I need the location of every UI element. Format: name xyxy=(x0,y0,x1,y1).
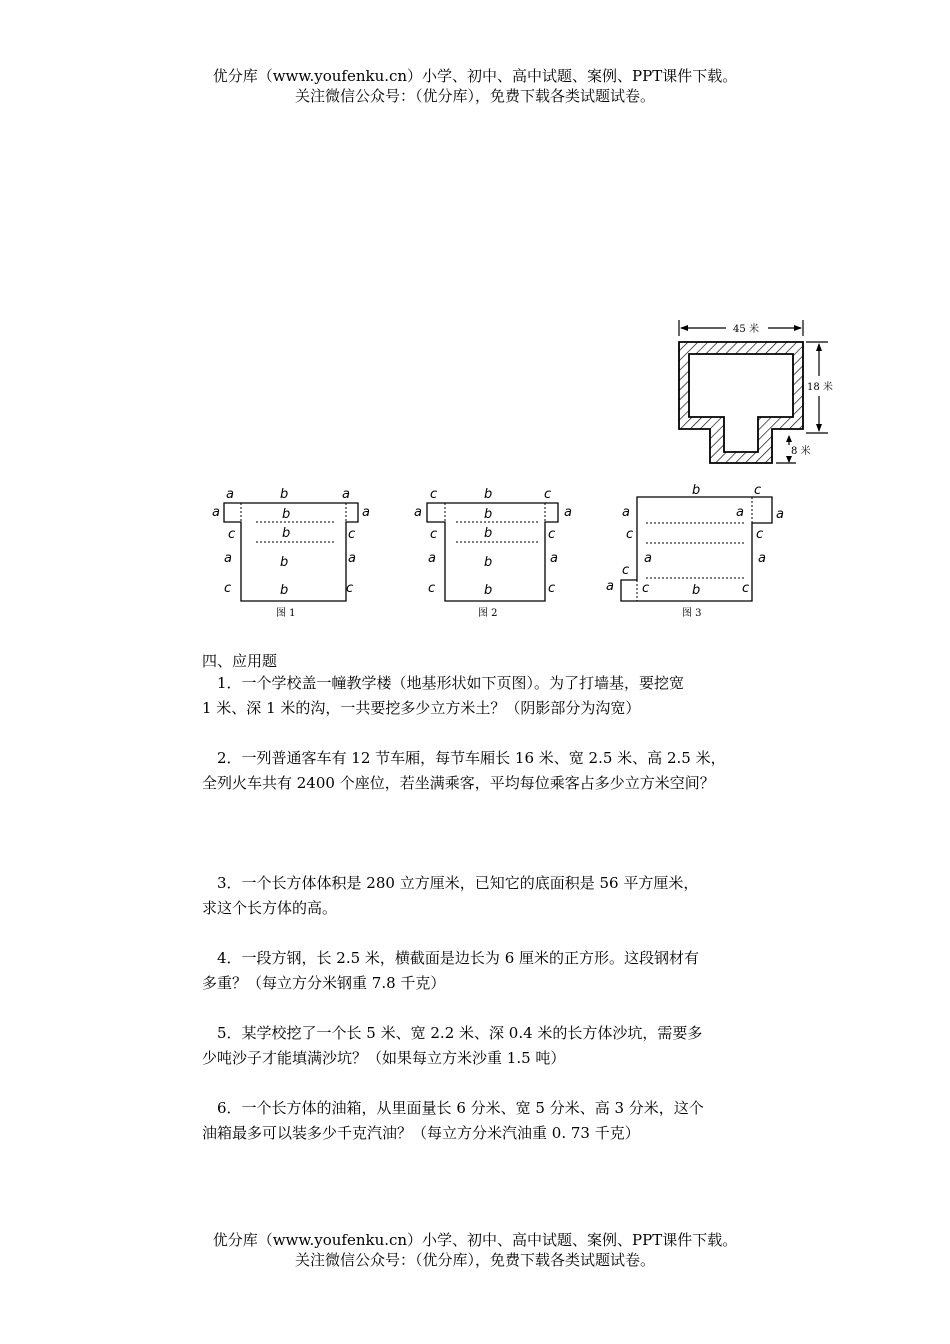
edge-label-c: c xyxy=(742,581,750,596)
edge-label-b: b xyxy=(280,555,289,570)
edge-label-a: a xyxy=(226,487,234,502)
edge-label-c: c xyxy=(544,487,552,502)
net-figure-1 xyxy=(212,487,370,619)
edge-label-c: c xyxy=(430,487,438,502)
edge-label-b: b xyxy=(484,555,493,570)
edge-label-b: b xyxy=(280,487,289,502)
problem-2: 2．一列普通客车有 12 节车厢，每节车厢长 16 米、宽 2.5 米、高 2.5 米， 全列火车共有 2400 个座位，若坐满乘客，平均每位乘客占多少立方米空间？ xyxy=(202,749,726,792)
edge-label-a: a xyxy=(564,505,572,520)
edge-label-c: c xyxy=(428,581,436,596)
header-line-1: 优分库（www.youfenku.cn）小学、初中、高中试题、案例、PPT课件下载。 xyxy=(212,67,738,85)
edge-label-c: c xyxy=(626,527,634,542)
height-label: 18 米 xyxy=(807,382,833,393)
edge-label-a: a xyxy=(644,551,652,566)
edge-label-a: a xyxy=(606,579,614,594)
edge-label-b: b xyxy=(484,487,493,502)
step-label: 8 米 xyxy=(791,446,811,457)
edge-label-b: b xyxy=(692,583,701,598)
edge-label-a: a xyxy=(348,551,356,566)
edge-label-a: a xyxy=(212,505,220,520)
width-label: 45 米 xyxy=(733,324,759,335)
edge-label-c: c xyxy=(754,483,762,498)
fig3-caption: 图 3 xyxy=(682,608,702,619)
edge-label-c: c xyxy=(548,581,556,596)
problem-4: 4．一段方钢，长 2.5 米，横截面是边长为 6 厘米的正方形。这段钢材有 多重？（每立方分米钢重 7.8 千克） xyxy=(202,949,700,992)
edge-label-a: a xyxy=(550,551,558,566)
edge-label-b: b xyxy=(484,526,493,541)
page-footer xyxy=(0,1230,950,1270)
edge-label-a: a xyxy=(414,505,422,520)
edge-label-a: a xyxy=(776,507,784,522)
footer-line-2: 关注微信公众号：（优分库），免费下载各类试题试卷。 xyxy=(294,1251,655,1269)
edge-label-a: a xyxy=(758,551,766,566)
edge-label-b: b xyxy=(282,526,291,541)
page-header xyxy=(0,66,950,106)
section-title: 四、应用题 xyxy=(202,652,278,670)
edge-label-a: a xyxy=(342,487,350,502)
building-foundation-figure xyxy=(660,318,840,470)
problem-1: 1．一个学校盖一幢教学楼（地基形状如下页图）。为了打墙基，要挖宽 1 米、深 1 米的沟，一共要挖多少立方米土？（阴影部分为沟宽） xyxy=(202,674,685,717)
edge-label-b: b xyxy=(484,507,493,522)
fig2-caption: 图 2 xyxy=(478,608,498,619)
edge-label-c: c xyxy=(642,581,650,596)
edge-label-c: c xyxy=(224,581,232,596)
edge-label-c: c xyxy=(430,527,438,542)
header-line-2: 关注微信公众号：（优分库），免费下载各类试题试卷。 xyxy=(294,87,655,105)
footer-line-1: 优分库（www.youfenku.cn）小学、初中、高中试题、案例、PPT课件下载。 xyxy=(212,1231,738,1249)
cuboid-nets-figure xyxy=(200,480,800,625)
net-figure-2 xyxy=(414,487,572,619)
edge-label-b: b xyxy=(484,583,493,598)
edge-label-c: c xyxy=(228,527,236,542)
edge-label-c: c xyxy=(548,527,556,542)
edge-label-b: b xyxy=(692,483,701,498)
edge-label-a: a xyxy=(622,505,630,520)
edge-label-a: a xyxy=(736,505,744,520)
problem-5: 5．某学校挖了一个长 5 米、宽 2.2 米、深 0.4 米的长方体沙坑，需要多 少吨沙子才能填满沙坑？（如果每立方米沙重 1.5 吨） xyxy=(202,1024,703,1067)
foundation-wall xyxy=(679,342,803,463)
edge-label-a: a xyxy=(224,551,232,566)
problem-3: 3．一个长方体体积是 280 立方厘米，已知它的底面积是 56 平方厘米， 求这个长方体的高。 xyxy=(202,874,699,917)
edge-label-a: a xyxy=(428,551,436,566)
edge-label-b: b xyxy=(282,507,291,522)
edge-label-c: c xyxy=(756,527,764,542)
fig1-caption: 图 1 xyxy=(276,608,296,619)
edge-label-c: c xyxy=(348,527,356,542)
problem-6: 6．一个长方体的油箱，从里面量长 6 分米、宽 5 分米、高 3 分米，这个 油箱最多可以装多少千克汽油？（每立方分米汽油重 0. 73 千克） xyxy=(202,1099,704,1142)
net-figure-3 xyxy=(606,483,784,619)
edge-label-c: c xyxy=(346,581,354,596)
edge-label-b: b xyxy=(280,583,289,598)
edge-label-a: a xyxy=(362,505,370,520)
edge-label-c: c xyxy=(622,563,630,578)
